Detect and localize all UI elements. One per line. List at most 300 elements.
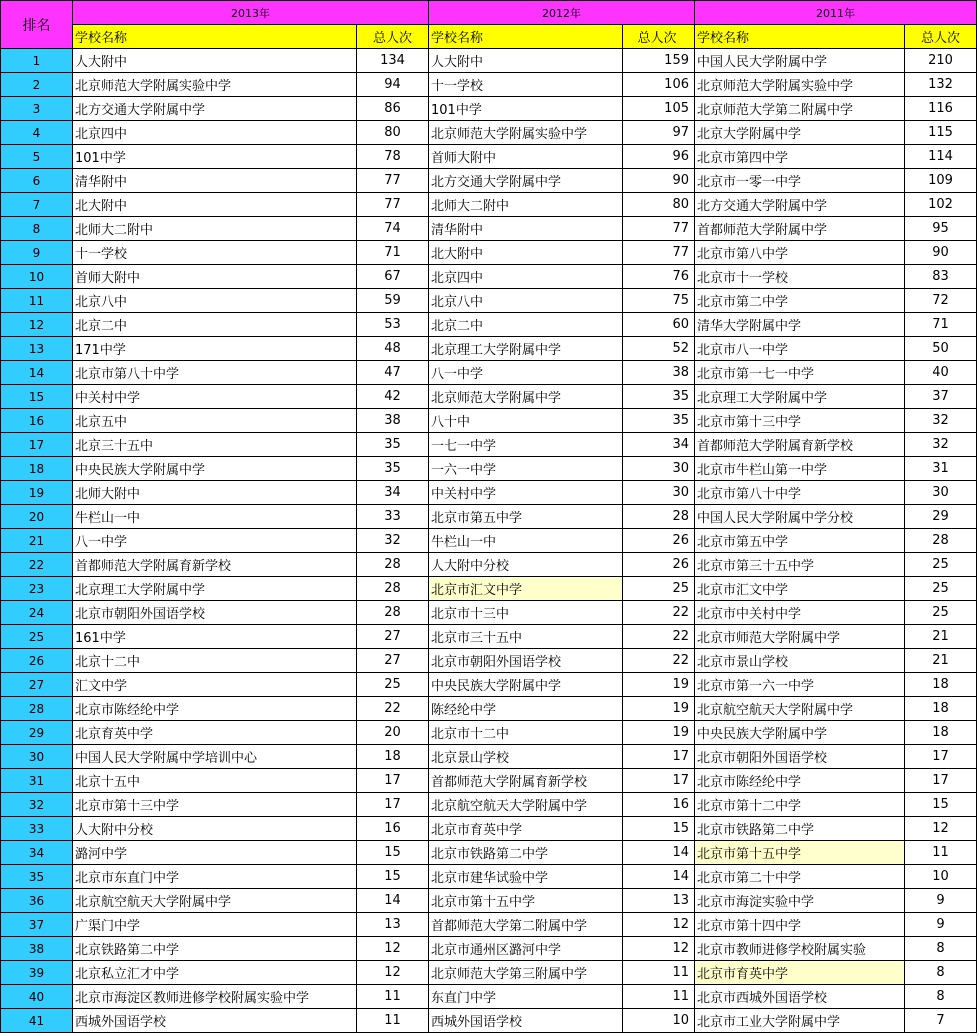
school-2012-cell[interactable]: 北大附中 [429,241,623,265]
school-2012-cell[interactable]: 牛栏山一中 [429,529,623,553]
school-2011-cell[interactable]: 北京市第五中学 [695,529,905,553]
count-2011-cell[interactable]: 10 [905,865,977,889]
count-2011-cell[interactable]: 25 [905,601,977,625]
count-2013-cell[interactable]: 35 [357,457,429,481]
school-2011-cell[interactable]: 北京市第二中学 [695,289,905,313]
count-2012-cell[interactable]: 35 [623,409,695,433]
rank-cell[interactable]: 34 [1,841,73,865]
count-2012-cell[interactable]: 12 [623,913,695,937]
rank-cell[interactable]: 15 [1,385,73,409]
count-2012-cell[interactable]: 22 [623,601,695,625]
count-2012-cell[interactable]: 22 [623,649,695,673]
school-2011-cell[interactable]: 北京市牛栏山第一中学 [695,457,905,481]
rank-cell[interactable]: 7 [1,193,73,217]
count-2013-cell[interactable]: 71 [357,241,429,265]
school-2012-cell[interactable]: 首都师范大学附属育新学校 [429,769,623,793]
school-2013-cell[interactable]: 北京五中 [73,409,357,433]
rank-cell[interactable]: 5 [1,145,73,169]
count-2011-cell[interactable]: 18 [905,721,977,745]
count-2012-cell[interactable]: 97 [623,121,695,145]
count-2012-cell[interactable]: 19 [623,673,695,697]
count-2013-cell[interactable]: 80 [357,121,429,145]
count-2012-cell[interactable]: 25 [623,577,695,601]
school-2013-cell[interactable]: 牛栏山一中 [73,505,357,529]
count-2011-cell[interactable]: 25 [905,553,977,577]
school-2013-cell[interactable]: 西城外国语学校 [73,1009,357,1033]
school-2011-cell[interactable]: 北京市陈经纶中学 [695,769,905,793]
count-2013-cell[interactable]: 14 [357,889,429,913]
rank-cell[interactable]: 37 [1,913,73,937]
count-2011-cell[interactable]: 72 [905,289,977,313]
rank-cell[interactable]: 36 [1,889,73,913]
school-2013-cell[interactable]: 101中学 [73,145,357,169]
year-header-2013[interactable]: 2013年 [73,1,429,25]
count-2012-cell[interactable]: 159 [623,49,695,73]
count-2011-cell[interactable]: 11 [905,841,977,865]
school-2012-cell[interactable]: 北京景山学校 [429,745,623,769]
school-2012-cell[interactable]: 一七一中学 [429,433,623,457]
school-2013-cell[interactable]: 161中学 [73,625,357,649]
count-2011-cell[interactable]: 40 [905,361,977,385]
count-2012-cell[interactable]: 17 [623,745,695,769]
count-2012-cell[interactable]: 11 [623,961,695,985]
count-2013-cell[interactable]: 17 [357,793,429,817]
school-2012-cell[interactable]: 北师大二附中 [429,193,623,217]
count-2012-cell[interactable]: 10 [623,1009,695,1033]
rank-cell[interactable]: 33 [1,817,73,841]
count-2012-cell[interactable]: 105 [623,97,695,121]
count-2013-cell[interactable]: 28 [357,577,429,601]
school-2011-cell[interactable]: 中国人民大学附属中学分校 [695,505,905,529]
count-header-2011[interactable]: 总人次 [905,25,977,49]
school-2011-cell[interactable]: 北京大学附属中学 [695,121,905,145]
count-header-2013[interactable]: 总人次 [357,25,429,49]
school-2013-cell[interactable]: 北京市朝阳外国语学校 [73,601,357,625]
rank-cell[interactable]: 27 [1,673,73,697]
school-2011-cell[interactable]: 北京市一零一中学 [695,169,905,193]
school-2012-cell[interactable]: 首都师范大学第二附属中学 [429,913,623,937]
count-2011-cell[interactable]: 29 [905,505,977,529]
school-2011-cell[interactable]: 中央民族大学附属中学 [695,721,905,745]
school-2013-cell[interactable]: 首都师范大学附属育新学校 [73,553,357,577]
count-2011-cell[interactable]: 32 [905,433,977,457]
school-2012-cell[interactable]: 十一学校 [429,73,623,97]
count-2012-cell[interactable]: 30 [623,481,695,505]
rank-cell[interactable]: 35 [1,865,73,889]
school-2011-cell[interactable]: 北京航空航天大学附属中学 [695,697,905,721]
school-2013-cell[interactable]: 北京十二中 [73,649,357,673]
school-2013-cell[interactable]: 北大附中 [73,193,357,217]
count-2013-cell[interactable]: 74 [357,217,429,241]
rank-cell[interactable]: 10 [1,265,73,289]
rank-cell[interactable]: 32 [1,793,73,817]
school-2011-cell[interactable]: 北京理工大学附属中学 [695,385,905,409]
rank-cell[interactable]: 39 [1,961,73,985]
school-2011-cell[interactable]: 北京市第十四中学 [695,913,905,937]
school-2011-cell[interactable]: 北京市第三十五中学 [695,553,905,577]
count-2011-cell[interactable]: 25 [905,577,977,601]
school-2011-cell[interactable]: 首都师范大学附属育新学校 [695,433,905,457]
count-2013-cell[interactable]: 16 [357,817,429,841]
count-2011-cell[interactable]: 90 [905,241,977,265]
count-2013-cell[interactable]: 32 [357,529,429,553]
rank-cell[interactable]: 28 [1,697,73,721]
school-2012-cell[interactable]: 北京八中 [429,289,623,313]
school-2013-cell[interactable]: 北方交通大学附属中学 [73,97,357,121]
rank-cell[interactable]: 8 [1,217,73,241]
school-2011-cell[interactable]: 北京市西城外国语学校 [695,985,905,1009]
school-2013-cell[interactable]: 北京市第十三中学 [73,793,357,817]
school-2011-cell[interactable]: 北京市八一中学 [695,337,905,361]
school-2011-cell[interactable]: 北京市中关村中学 [695,601,905,625]
count-2012-cell[interactable]: 77 [623,217,695,241]
count-2013-cell[interactable]: 34 [357,481,429,505]
count-2012-cell[interactable]: 11 [623,985,695,1009]
count-header-2012[interactable]: 总人次 [623,25,695,49]
count-2013-cell[interactable]: 77 [357,169,429,193]
count-2012-cell[interactable]: 13 [623,889,695,913]
school-header-2013[interactable]: 学校名称 [73,25,357,49]
rank-cell[interactable]: 20 [1,505,73,529]
school-2012-cell[interactable]: 中关村中学 [429,481,623,505]
school-2013-cell[interactable]: 北京私立汇才中学 [73,961,357,985]
count-2011-cell[interactable]: 12 [905,817,977,841]
count-2012-cell[interactable]: 26 [623,529,695,553]
rank-cell[interactable]: 30 [1,745,73,769]
rank-cell[interactable]: 3 [1,97,73,121]
school-2013-cell[interactable]: 北京师范大学附属实验中学 [73,73,357,97]
rank-cell[interactable]: 17 [1,433,73,457]
school-2012-cell[interactable]: 北京市第五中学 [429,505,623,529]
count-2012-cell[interactable]: 35 [623,385,695,409]
count-2011-cell[interactable]: 115 [905,121,977,145]
school-2012-cell[interactable]: 北京市第十五中学 [429,889,623,913]
school-2013-cell[interactable]: 首师大附中 [73,265,357,289]
school-2012-cell[interactable]: 北京市铁路第二中学 [429,841,623,865]
count-2013-cell[interactable]: 38 [357,409,429,433]
school-2011-cell[interactable]: 北京市工业大学附属中学 [695,1009,905,1033]
school-2012-cell[interactable]: 101中学 [429,97,623,121]
count-2011-cell[interactable]: 9 [905,913,977,937]
school-2011-cell[interactable]: 清华大学附属中学 [695,313,905,337]
count-2011-cell[interactable]: 210 [905,49,977,73]
rank-cell[interactable]: 1 [1,49,73,73]
school-2013-cell[interactable]: 北京十五中 [73,769,357,793]
count-2013-cell[interactable]: 12 [357,961,429,985]
count-2011-cell[interactable]: 109 [905,169,977,193]
school-2013-cell[interactable]: 人大附中 [73,49,357,73]
count-2011-cell[interactable]: 8 [905,985,977,1009]
count-2013-cell[interactable]: 48 [357,337,429,361]
count-2013-cell[interactable]: 11 [357,985,429,1009]
count-2011-cell[interactable]: 37 [905,385,977,409]
rank-cell[interactable]: 14 [1,361,73,385]
rank-cell[interactable]: 2 [1,73,73,97]
school-2011-cell[interactable]: 北京市师范大学附属中学 [695,625,905,649]
count-2012-cell[interactable]: 75 [623,289,695,313]
school-2011-cell[interactable]: 北京市第八中学 [695,241,905,265]
school-2011-cell[interactable]: 北京市十一学校 [695,265,905,289]
school-2012-cell[interactable]: 一六一中学 [429,457,623,481]
school-2012-cell[interactable]: 北京市汇文中学 [429,577,623,601]
school-2011-cell[interactable]: 北京市教师进修学校附属实验 [695,937,905,961]
rank-cell[interactable]: 40 [1,985,73,1009]
school-2011-cell[interactable]: 北京市第十二中学 [695,793,905,817]
school-2013-cell[interactable]: 北京育英中学 [73,721,357,745]
count-2011-cell[interactable]: 32 [905,409,977,433]
school-2012-cell[interactable]: 西城外国语学校 [429,1009,623,1033]
school-2011-cell[interactable]: 北京市第十三中学 [695,409,905,433]
count-2013-cell[interactable]: 22 [357,697,429,721]
school-2011-cell[interactable]: 北京市第二十中学 [695,865,905,889]
count-2013-cell[interactable]: 17 [357,769,429,793]
table-row [1,553,977,577]
school-2012-cell[interactable]: 清华附中 [429,217,623,241]
count-2012-cell[interactable]: 38 [623,361,695,385]
rank-cell[interactable]: 22 [1,553,73,577]
count-2012-cell[interactable]: 80 [623,193,695,217]
school-header-2011[interactable]: 学校名称 [695,25,905,49]
count-2011-cell[interactable]: 102 [905,193,977,217]
count-2011-cell[interactable]: 8 [905,937,977,961]
school-2011-cell[interactable]: 北京市朝阳外国语学校 [695,745,905,769]
count-2012-cell[interactable]: 90 [623,169,695,193]
school-2012-cell[interactable]: 北京二中 [429,313,623,337]
count-2013-cell[interactable]: 53 [357,313,429,337]
rank-cell[interactable]: 12 [1,313,73,337]
school-2013-cell[interactable]: 中国人民大学附属中学培训中心 [73,745,357,769]
count-2012-cell[interactable]: 30 [623,457,695,481]
count-2012-cell[interactable]: 60 [623,313,695,337]
rank-cell[interactable]: 38 [1,937,73,961]
count-2012-cell[interactable]: 52 [623,337,695,361]
count-2011-cell[interactable]: 15 [905,793,977,817]
school-2011-cell[interactable]: 北京师范大学附属实验中学 [695,73,905,97]
school-2011-cell[interactable]: 北方交通大学附属中学 [695,193,905,217]
count-2012-cell[interactable]: 19 [623,721,695,745]
count-2013-cell[interactable]: 28 [357,553,429,577]
school-header-2012[interactable]: 学校名称 [429,25,623,49]
count-2013-cell[interactable]: 33 [357,505,429,529]
count-2011-cell[interactable]: 18 [905,673,977,697]
school-2013-cell[interactable]: 十一学校 [73,241,357,265]
school-2011-cell[interactable]: 北京市第十五中学 [695,841,905,865]
rank-cell[interactable]: 21 [1,529,73,553]
rank-cell[interactable]: 26 [1,649,73,673]
count-2011-cell[interactable]: 18 [905,697,977,721]
school-2012-cell[interactable]: 北京市育英中学 [429,817,623,841]
school-2012-cell[interactable]: 北京市通州区潞河中学 [429,937,623,961]
count-2013-cell[interactable]: 35 [357,433,429,457]
school-2013-cell[interactable]: 北京三十五中 [73,433,357,457]
school-2012-cell[interactable]: 北京师范大学附属实验中学 [429,121,623,145]
count-2013-cell[interactable]: 86 [357,97,429,121]
rank-cell[interactable]: 6 [1,169,73,193]
school-2013-cell[interactable]: 北京铁路第二中学 [73,937,357,961]
school-2012-cell[interactable]: 北京师范大学附属中学 [429,385,623,409]
count-2013-cell[interactable]: 67 [357,265,429,289]
school-2012-cell[interactable]: 北京师范大学第三附属中学 [429,961,623,985]
count-2011-cell[interactable]: 17 [905,769,977,793]
count-2011-cell[interactable]: 95 [905,217,977,241]
school-2013-cell[interactable]: 汇文中学 [73,673,357,697]
school-2013-cell[interactable]: 广渠门中学 [73,913,357,937]
rank-cell[interactable]: 11 [1,289,73,313]
rank-cell[interactable]: 16 [1,409,73,433]
rank-cell[interactable]: 19 [1,481,73,505]
count-2013-cell[interactable]: 28 [357,601,429,625]
school-2011-cell[interactable]: 北京市铁路第二中学 [695,817,905,841]
school-2013-cell[interactable]: 北京四中 [73,121,357,145]
rank-cell[interactable]: 18 [1,457,73,481]
count-2011-cell[interactable]: 7 [905,1009,977,1033]
count-2012-cell[interactable]: 22 [623,625,695,649]
count-2011-cell[interactable]: 83 [905,265,977,289]
count-2011-cell[interactable]: 114 [905,145,977,169]
count-2011-cell[interactable]: 132 [905,73,977,97]
count-2012-cell[interactable]: 34 [623,433,695,457]
table-row [1,193,977,217]
school-2012-cell[interactable]: 北京市十二中 [429,721,623,745]
school-2013-cell[interactable]: 北京市海淀区教师进修学校附属实验中学 [73,985,357,1009]
count-2013-cell[interactable]: 25 [357,673,429,697]
school-2013-cell[interactable]: 北京市陈经纶中学 [73,697,357,721]
count-2013-cell[interactable]: 77 [357,193,429,217]
count-2012-cell[interactable]: 16 [623,793,695,817]
school-2011-cell[interactable]: 北京市第四中学 [695,145,905,169]
rank-cell[interactable]: 31 [1,769,73,793]
rank-cell[interactable]: 41 [1,1009,73,1033]
count-2011-cell[interactable]: 17 [905,745,977,769]
school-2011-cell[interactable]: 北京师范大学第二附属中学 [695,97,905,121]
school-2013-cell[interactable]: 清华附中 [73,169,357,193]
school-2013-cell[interactable]: 北京理工大学附属中学 [73,577,357,601]
school-2013-cell[interactable]: 八一中学 [73,529,357,553]
school-2012-cell[interactable]: 人大附中分校 [429,553,623,577]
count-2013-cell[interactable]: 134 [357,49,429,73]
school-2012-cell[interactable]: 陈经纶中学 [429,697,623,721]
count-2011-cell[interactable]: 21 [905,649,977,673]
school-2013-cell[interactable]: 中央民族大学附属中学 [73,457,357,481]
rank-cell[interactable]: 9 [1,241,73,265]
school-2012-cell[interactable]: 八一中学 [429,361,623,385]
school-2013-cell[interactable]: 171中学 [73,337,357,361]
school-2011-cell[interactable]: 北京市海淀实验中学 [695,889,905,913]
rank-header[interactable]: 排名 [1,1,73,49]
school-2012-cell[interactable]: 中央民族大学附属中学 [429,673,623,697]
count-2013-cell[interactable]: 42 [357,385,429,409]
year-header-2011[interactable]: 2011年 [695,1,977,25]
school-2012-cell[interactable]: 北京市三十五中 [429,625,623,649]
school-2011-cell[interactable]: 北京市第八十中学 [695,481,905,505]
count-2011-cell[interactable]: 9 [905,889,977,913]
count-2012-cell[interactable]: 26 [623,553,695,577]
count-2013-cell[interactable]: 13 [357,913,429,937]
count-2011-cell[interactable]: 71 [905,313,977,337]
school-2013-cell[interactable]: 北京二中 [73,313,357,337]
count-2011-cell[interactable]: 50 [905,337,977,361]
school-2011-cell[interactable]: 北京市第一七一中学 [695,361,905,385]
count-2013-cell[interactable]: 27 [357,625,429,649]
count-2012-cell[interactable]: 106 [623,73,695,97]
count-2012-cell[interactable]: 19 [623,697,695,721]
count-2011-cell[interactable]: 21 [905,625,977,649]
school-2012-cell[interactable]: 北京市十三中 [429,601,623,625]
rank-cell[interactable]: 24 [1,601,73,625]
count-2012-cell[interactable]: 96 [623,145,695,169]
school-2013-cell[interactable]: 北京航空航天大学附属中学 [73,889,357,913]
count-2011-cell[interactable]: 28 [905,529,977,553]
count-2011-cell[interactable]: 116 [905,97,977,121]
school-2013-cell[interactable]: 北京市东直门中学 [73,865,357,889]
count-2013-cell[interactable]: 12 [357,937,429,961]
count-2013-cell[interactable]: 18 [357,745,429,769]
school-2013-cell[interactable]: 北京八中 [73,289,357,313]
school-2013-cell[interactable]: 人大附中分校 [73,817,357,841]
count-2012-cell[interactable]: 14 [623,841,695,865]
count-2011-cell[interactable]: 31 [905,457,977,481]
school-2011-cell[interactable]: 北京市汇文中学 [695,577,905,601]
rank-cell[interactable]: 13 [1,337,73,361]
rank-cell[interactable]: 29 [1,721,73,745]
count-2013-cell[interactable]: 20 [357,721,429,745]
school-2012-cell[interactable]: 东直门中学 [429,985,623,1009]
school-2012-cell[interactable]: 北京四中 [429,265,623,289]
school-2012-cell[interactable]: 北京理工大学附属中学 [429,337,623,361]
school-2013-cell[interactable]: 北京市第八十中学 [73,361,357,385]
school-2011-cell[interactable]: 北京市第一六一中学 [695,673,905,697]
school-2013-cell[interactable]: 北师大二附中 [73,217,357,241]
table-row [1,289,977,313]
school-2013-cell[interactable]: 潞河中学 [73,841,357,865]
count-2013-cell[interactable]: 59 [357,289,429,313]
count-2012-cell[interactable]: 17 [623,769,695,793]
school-2011-cell[interactable]: 北京市景山学校 [695,649,905,673]
year-header-2012[interactable]: 2012年 [429,1,695,25]
school-2012-cell[interactable]: 首师大附中 [429,145,623,169]
school-2012-cell[interactable]: 北京航空航天大学附属中学 [429,793,623,817]
count-2013-cell[interactable]: 94 [357,73,429,97]
school-2013-cell[interactable]: 中关村中学 [73,385,357,409]
school-2012-cell[interactable]: 北京市建华试验中学 [429,865,623,889]
rank-cell[interactable]: 23 [1,577,73,601]
count-2013-cell[interactable]: 15 [357,865,429,889]
count-2012-cell[interactable]: 14 [623,865,695,889]
count-2013-cell[interactable]: 78 [357,145,429,169]
rank-cell[interactable]: 4 [1,121,73,145]
count-2013-cell[interactable]: 27 [357,649,429,673]
count-2012-cell[interactable]: 15 [623,817,695,841]
count-2013-cell[interactable]: 15 [357,841,429,865]
count-2013-cell[interactable]: 47 [357,361,429,385]
count-2012-cell[interactable]: 77 [623,241,695,265]
school-2012-cell[interactable]: 八十中 [429,409,623,433]
school-2011-cell[interactable]: 北京市育英中学 [695,961,905,985]
count-2012-cell[interactable]: 28 [623,505,695,529]
school-2012-cell[interactable]: 北京市朝阳外国语学校 [429,649,623,673]
count-2013-cell[interactable]: 11 [357,1009,429,1033]
school-2012-cell[interactable]: 人大附中 [429,49,623,73]
school-2011-cell[interactable]: 中国人民大学附属中学 [695,49,905,73]
count-2012-cell[interactable]: 76 [623,265,695,289]
count-2011-cell[interactable]: 30 [905,481,977,505]
school-2011-cell[interactable]: 首都师范大学附属中学 [695,217,905,241]
count-2011-cell[interactable]: 8 [905,961,977,985]
rank-cell[interactable]: 25 [1,625,73,649]
school-2012-cell[interactable]: 北方交通大学附属中学 [429,169,623,193]
school-2013-cell[interactable]: 北师大附中 [73,481,357,505]
count-2012-cell[interactable]: 12 [623,937,695,961]
